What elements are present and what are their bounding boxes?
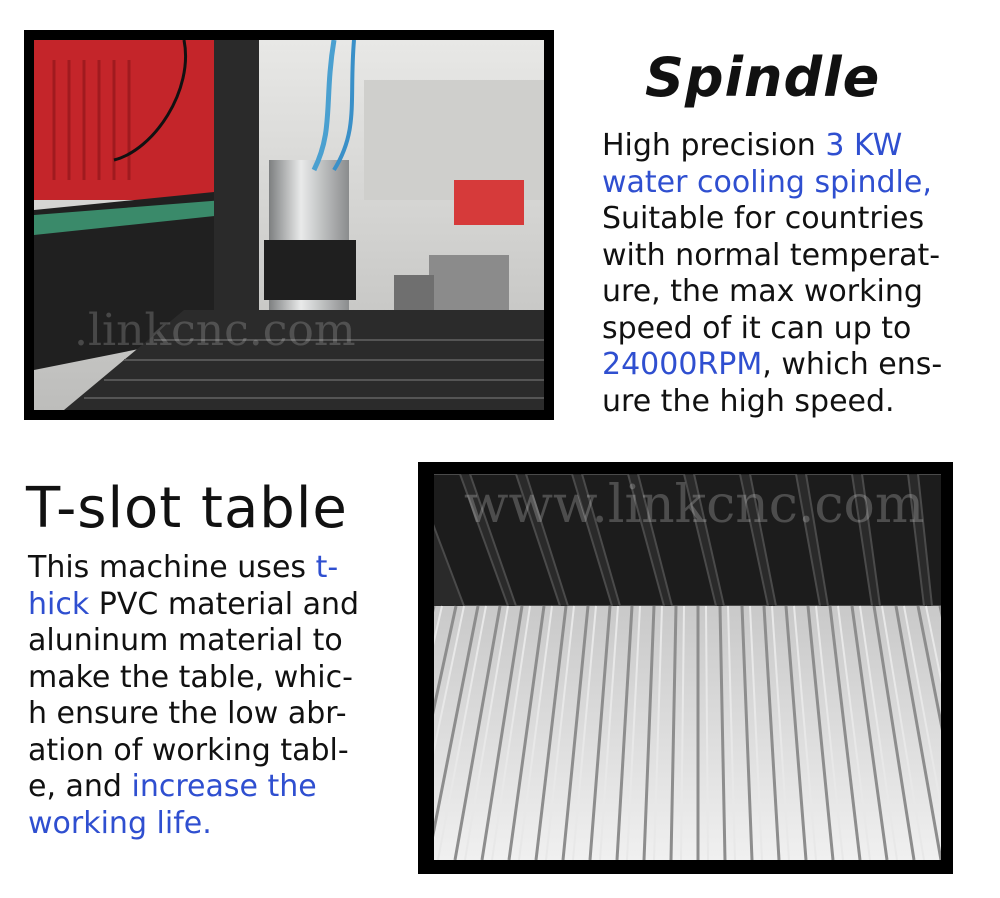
highlighted-text: working life. bbox=[28, 805, 212, 841]
spindle-photo-frame bbox=[24, 30, 554, 420]
spindle-text-line bbox=[602, 384, 942, 421]
spindle-text-line bbox=[602, 311, 942, 348]
spindle-text-line bbox=[602, 347, 942, 384]
text-segment: PVC material and bbox=[89, 586, 360, 622]
spindle-photo bbox=[34, 40, 544, 410]
spindle-text-line bbox=[602, 238, 942, 275]
tslot-text-line bbox=[28, 623, 359, 660]
text-segment: h ensure the low abr- bbox=[28, 696, 347, 731]
spindle-heading: Spindle bbox=[645, 46, 881, 109]
tslot-text-line bbox=[28, 550, 359, 587]
text-segment: with normal temperat- bbox=[602, 237, 941, 273]
text-segment: This machine uses bbox=[28, 550, 316, 585]
highlighted-text: water cooling spindle, bbox=[602, 164, 932, 200]
text-segment: e, and bbox=[28, 769, 132, 804]
tslot-photo bbox=[434, 474, 941, 860]
highlighted-text: hick bbox=[28, 586, 90, 622]
text-segment: ure, the max working bbox=[602, 274, 923, 309]
tslot-text-line bbox=[28, 660, 359, 697]
tslot-description bbox=[28, 550, 359, 842]
text-segment: ation of working tabl- bbox=[28, 732, 349, 768]
svg-text:www.linkcnc.com: www.linkcnc.com bbox=[464, 475, 925, 535]
text-segment: ure the high speed. bbox=[602, 383, 895, 419]
tslot-heading: T-slot table bbox=[26, 476, 348, 541]
text-segment: make the table, whic- bbox=[28, 659, 353, 695]
spindle-description bbox=[602, 128, 942, 420]
spindle-text-line bbox=[602, 128, 942, 165]
svg-text:.linkcnc.com: .linkcnc.com bbox=[74, 305, 356, 356]
text-segment: High precision bbox=[602, 128, 826, 163]
tslot-text-line bbox=[28, 769, 359, 806]
text-segment: speed of it can up to bbox=[602, 310, 912, 346]
tslot-text-line bbox=[28, 733, 359, 770]
tslot-text-line bbox=[28, 696, 359, 733]
highlighted-text: increase the bbox=[131, 769, 317, 804]
tslot-text-line bbox=[28, 587, 359, 624]
highlighted-text: t- bbox=[315, 550, 339, 585]
text-segment: aluninum material to bbox=[28, 623, 343, 658]
tslot-photo-frame bbox=[418, 462, 953, 874]
text-segment: , which ens- bbox=[762, 347, 943, 382]
highlighted-text: 24000RPM bbox=[602, 347, 763, 382]
tslot-text-line bbox=[28, 806, 359, 843]
highlighted-text: 3 KW bbox=[825, 128, 903, 163]
spindle-text-line bbox=[602, 274, 942, 311]
spindle-text-line bbox=[602, 165, 942, 202]
text-segment: Suitable for countries bbox=[602, 201, 925, 236]
spindle-text-line bbox=[602, 201, 942, 238]
